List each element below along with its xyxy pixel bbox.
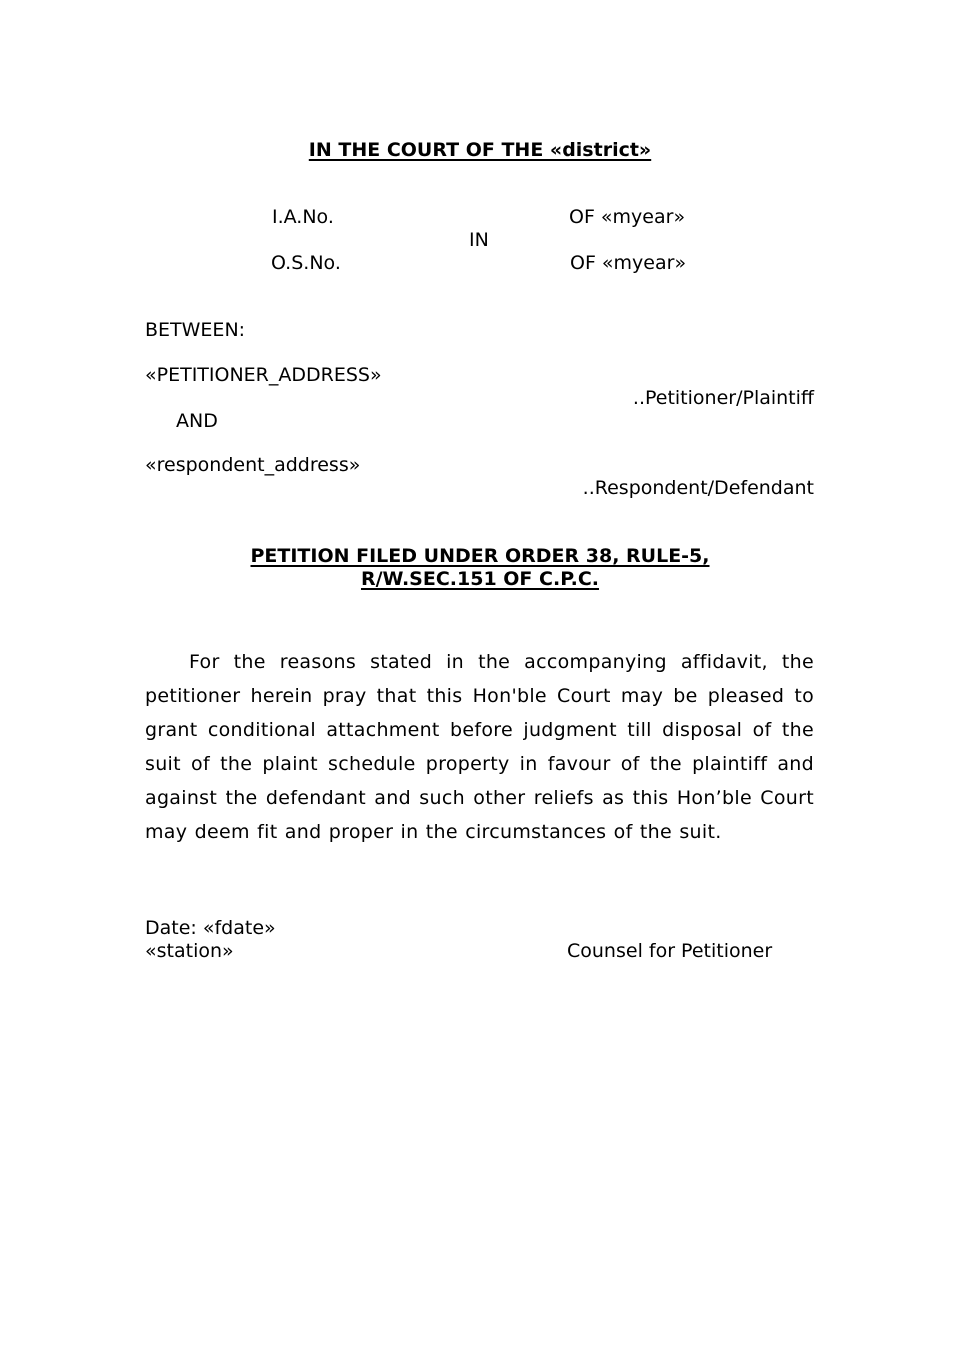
petition-heading-line2: R/W.SEC.151 OF C.P.C. xyxy=(360,568,600,590)
ia-year-field: OF «myear» xyxy=(569,206,686,228)
petitioner-role: ..Petitioner/Plaintiff xyxy=(632,387,814,409)
petition-body-paragraph: For the reasons stated in the accompanying affidavit, the petitioner herein pray that this Hon'ble Court may be pleased to grant conditional attachment before judgment till disposal of the suit of the plaint schedule property in favour of the plaintiff and against the defendant and such other reliefs as this Hon’ble Court may deem fit and proper in the circumstances of the suit. xyxy=(145,651,814,843)
petitioner-address: «PETITIONER_ADDRESS» xyxy=(145,364,382,386)
in-connector-label: IN xyxy=(469,229,489,251)
os-number-label: O.S.No. xyxy=(271,252,341,274)
respondent-address: «respondent_address» xyxy=(145,454,361,476)
court-title: IN THE COURT OF THE «district» xyxy=(308,139,652,161)
between-label: BETWEEN: xyxy=(145,319,246,341)
petition-heading-line1: PETITION FILED UNDER ORDER 38, RULE-5, xyxy=(250,545,710,567)
os-year-field: OF «myear» xyxy=(570,252,687,274)
counsel-signature-label: Counsel for Petitioner xyxy=(567,940,773,962)
respondent-role: ..Respondent/Defendant xyxy=(582,477,814,499)
ia-number-label: I.A.No. xyxy=(272,206,334,228)
and-label: AND xyxy=(176,410,218,432)
date-field: Date: «fdate» xyxy=(145,917,276,939)
station-field: «station» xyxy=(145,940,234,962)
